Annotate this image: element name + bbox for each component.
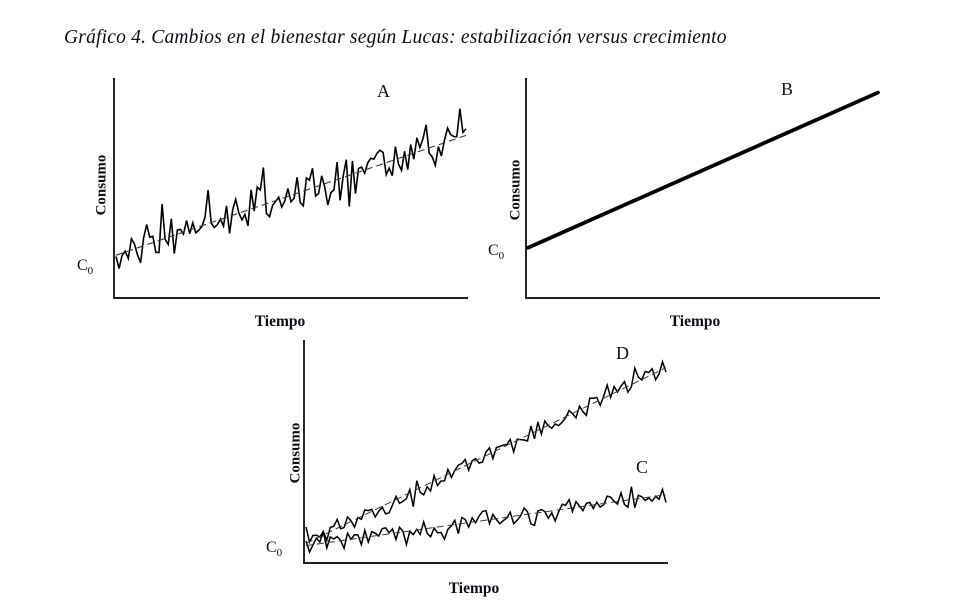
panel-cd-x-axis-label: Tiempo [448, 580, 500, 597]
panel-a-x-axis-label: Tiempo [254, 313, 306, 330]
serie-C-tendencia-line [306, 495, 666, 546]
panel-cd-c0-base: C [266, 539, 277, 556]
panel-cd-chart [300, 338, 672, 569]
panel-b-label: B [781, 79, 794, 99]
panel-a-axes [114, 78, 468, 298]
panel-a-c0-base: C [77, 257, 88, 274]
panel-cd-origin-label [266, 540, 282, 559]
panel-a-chart [110, 76, 472, 304]
panel-b-y-axis-label: Consumo [507, 159, 524, 221]
panel-b-x-axis-label: Tiempo [669, 313, 721, 330]
serie-D-consumo-line [306, 362, 666, 542]
panel-a-c0-sub: 0 [87, 265, 94, 278]
panel-b-origin-label [488, 243, 504, 262]
panel-b-c0-sub: 0 [498, 250, 505, 263]
tendencia-media-line [116, 135, 466, 255]
panel-a-y-axis-label: Consumo [93, 154, 110, 216]
panel-cd-c0-sub: 0 [276, 547, 283, 560]
panel-cd-series-c-label: C [636, 457, 649, 477]
panel-a-origin-label [77, 258, 93, 277]
panel-b-c0-base: C [488, 242, 499, 259]
figure-title: Gráfico 4. Cambios en el bienestar según Lucas: estabilización versus crecimiento [64, 27, 727, 48]
panel-b-chart [522, 76, 884, 304]
panel-b-axes [526, 78, 880, 298]
panel-cd-series-d-label: D [616, 343, 629, 363]
consumo-sin-fluctuaciones-line [528, 93, 878, 248]
panel-cd-y-axis-label: Consumo [287, 422, 304, 484]
consumo-con-fluctuaciones-line [116, 109, 466, 269]
panel-a-label: A [377, 81, 390, 101]
